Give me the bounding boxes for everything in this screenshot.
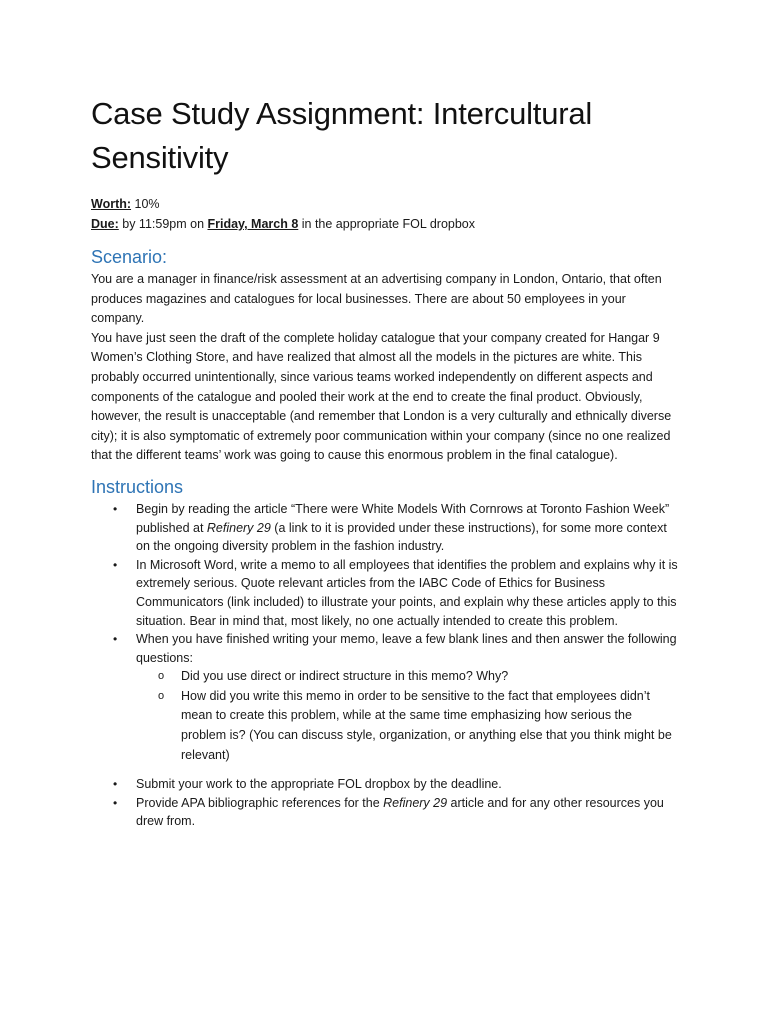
list-item [91,500,679,556]
due-date: Friday, March 8 [207,217,299,231]
list-item [91,556,679,630]
sub1-text: Did you use direct or indirect structure in this memo? Why? [181,669,509,684]
item3-text: When you have finished writing your memo, leave a few blank lines and then answer the following questions: [136,632,677,665]
instructions-heading: Instructions [91,476,184,497]
list-item [91,775,679,794]
bullet-icon: • [113,795,118,810]
item2-text: In Microsoft Word, write a memo to all employees that identifies the problem and explains why it is extremely serious. Quote relevant articles from the IABC Code of Ethics for Business Communicators (link included) to illustrate your points, and explain why these articles apply to this situation. Bear in mind that, most likely, no one actually intended to create this problem. [136,557,678,628]
list-item [91,794,679,831]
instructions-list [91,500,679,831]
due-text-after: in the appropriate FOL dropbox [298,217,476,231]
scenario-paragraph-1: You are a manager in finance/risk assessment at an advertising company in London, Ontario, that often produces magazines and catalogues for local businesses. There are about 50 employees in your company. [91,272,662,326]
circle-bullet-icon: o [158,670,165,683]
list-item [91,630,679,775]
bullet-icon: • [113,557,118,572]
item1-text-after: (a link to it is provided under these instructions), for some more context on the ongoing diversity problem in the fashion industry. [136,520,667,554]
sublist-item [136,667,679,687]
page-title: Case Study Assignment: Intercultural Sensitivity [91,96,593,175]
worth-value: 10% [131,197,160,211]
due-line [91,214,679,234]
scenario-heading: Scenario: [91,247,168,267]
item1-text-before: Begin by reading the article “There were White Models With Cornrows at Toronto Fashion Week” published at [136,501,670,535]
scenario-paragraph-2: You have just seen the draft of the complete holiday catalogue that your company created for Hangar 9 Women’s Clothing Store, and have realized that almost all the models in the pictures are white. This probably occurred unintentionally, since various teams worked independently on different aspects and components of the catalogue and pooled their work at the end to create the final product. Obviously, however, the result is unacceptable (and remember that London is a very culturally and ethnically diverse city); it is also symptomatic of extremely poor communication within your company (since no one realized that the different teams’ work was going to cause this enormous problem in the final catalogue). [91,330,672,463]
sublist-item [136,687,679,765]
item1-italic: Refinery 29 [206,520,271,535]
due-label: Due: [91,217,119,231]
item5-text-after: article and for any other resources you drew from. [136,795,664,829]
item4-text: Submit your work to the appropriate FOL dropbox by the deadline. [136,777,502,792]
bullet-icon: • [113,777,118,792]
circle-bullet-icon: o [158,689,165,702]
worth-line [91,194,679,214]
list-spacer [136,765,679,775]
bullet-icon: • [113,501,118,516]
due-text-before: by 11:59pm on [118,217,208,231]
assignment-meta [91,194,679,234]
sub2-text: How did you write this memo in order to be sensitive to the fact that employees didn’t mean to create this problem, while at the same time emphasizing how serious the problem is? (You can discuss style, organization, or anything else that you think might be relevant) [181,688,672,762]
worth-label: Worth: [91,197,132,211]
item5-text-before: Provide APA bibliographic references for the [136,795,384,810]
questions-sublist [136,667,679,765]
document-body [91,92,679,831]
bullet-icon: • [113,632,118,647]
item5-italic: Refinery 29 [383,795,448,810]
